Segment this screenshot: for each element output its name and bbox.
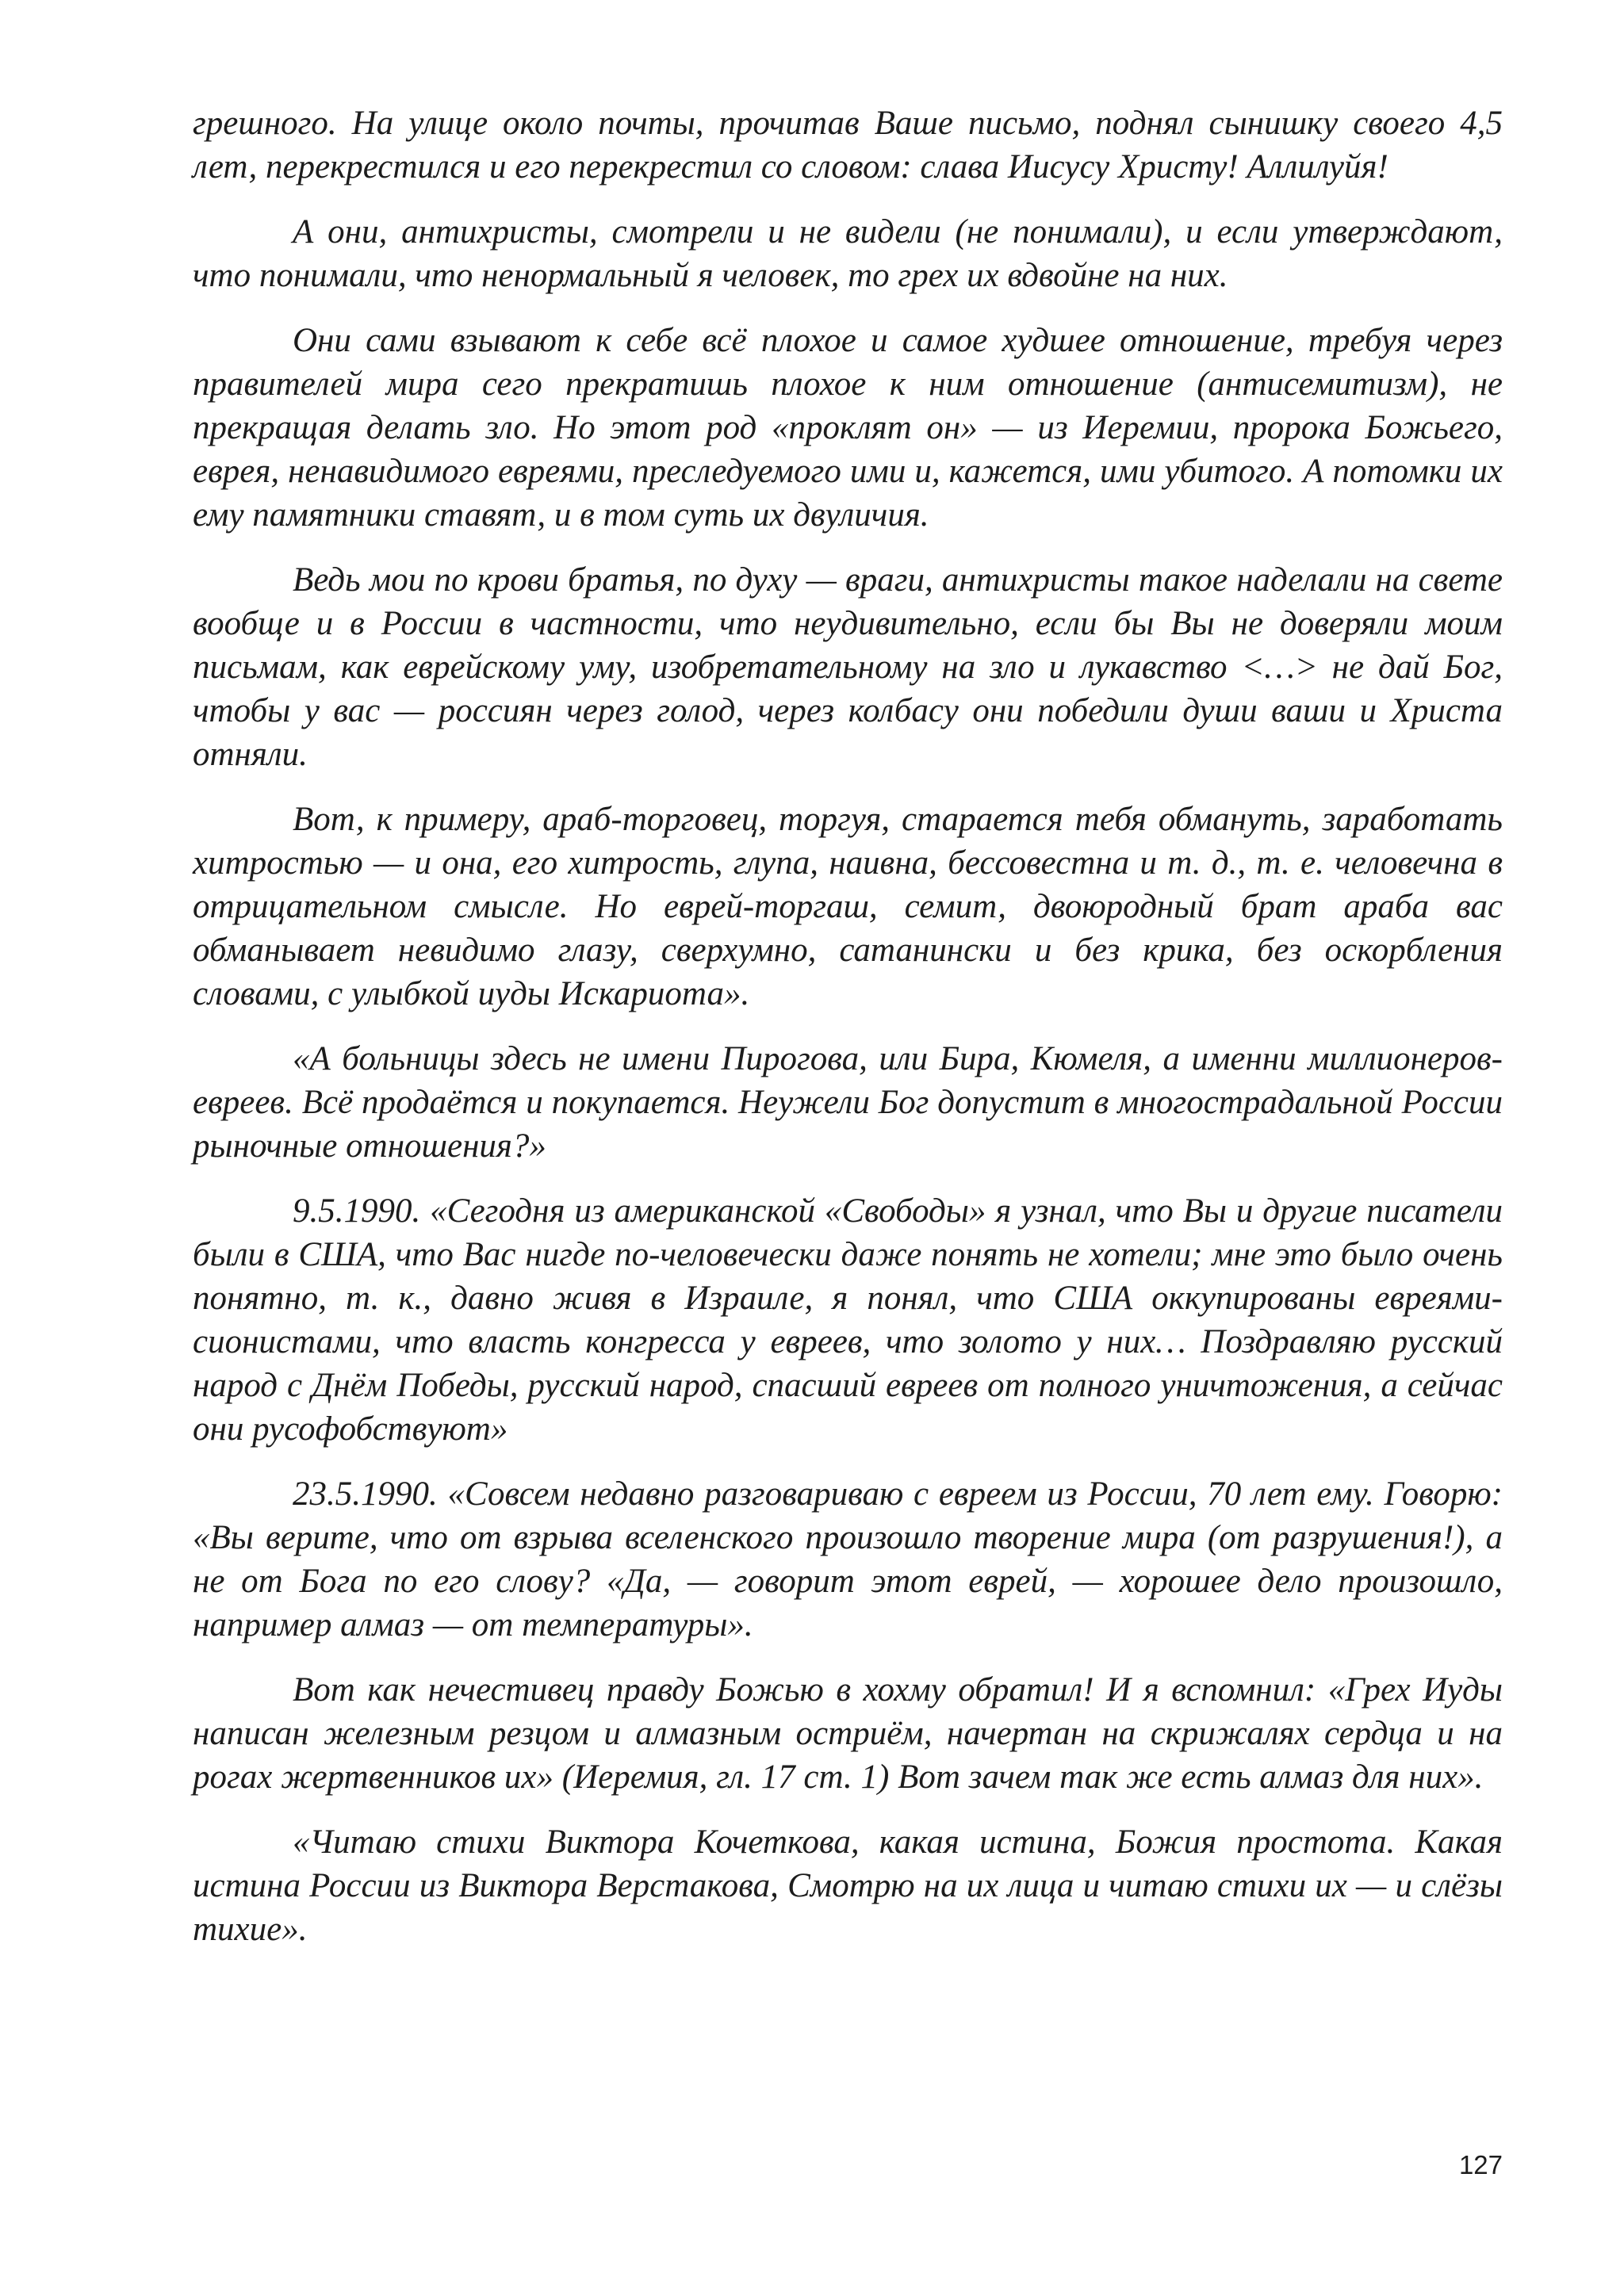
paragraph-10: «Читаю стихи Виктора Кочеткова, какая истина, Божия простота. Какая истина России из Виктора Верстакова, Смотрю на их лица и читаю стихи их — и слёзы тихие». — [193, 1823, 1503, 1948]
paragraph-1: грешного. На улице около почты, прочитав Ваше письмо, поднял сынишку своего 4,5 лет, перекрестился и его перекрестил со словом: слава Иисусу Христу! Аллилуйя! — [193, 105, 1503, 186]
paragraph-4: Ведь мои по крови братья, по духу — враги, антихристы такое наделали на свете вообще и в России в частности, что неудивительно, если бы Вы не доверяли моим письмам, как еврейскому уму, изобретательному на зло и лукавство <…> не дай Бог, чтобы у вас — россиян через голод, через колбасу они победили души ваши и Христа отняли. — [193, 561, 1503, 773]
paragraph-6: «А больницы здесь не имени Пирогова, или Бира, Кюмеля, а именни миллионеров-евреев. Всё продаётся и покупается. Неужели Бог допустит в многострадальной России рыночные отношения?» — [193, 1040, 1503, 1165]
paragraph-9: Вот как нечестивец правду Божью в хохму обратил! И я вспомнил: «Грех Иуды написан железным резцом и алмазным остриём, начертан на скрижалях сердца и на рогах жертвенников их» (Иеремия, гл. 17 ст. 1) Вот зачем так же есть алмаз для них». — [193, 1671, 1503, 1796]
document-body — [193, 101, 1503, 1973]
paragraph-7: 9.5.1990. «Сегодня из американской «Свободы» я узнал, что Вы и другие писатели были в США, что Вас нигде по-человечески даже понять не хотели; мне это было очень понятно, т. к., давно живя в Израиле, я понял, что США оккупированы евреями-сионистами, что власть конгресса у евреев, что золото у них… Поздравляю русский народ с Днём Победы, русский народ, спасший евреев от полного уничтожения, а сейчас они русофобствуют» — [193, 1192, 1503, 1448]
paragraph-8: 23.5.1990. «Совсем недавно разговариваю с евреем из России, 70 лет ему. Говорю: «Вы верите, что от взрыва вселенского произошло творение мира (от разрушения!), а не от Бога по его слову? «Да, — говорит этот еврей, — хорошее дело произошло, например алмаз — от температуры». — [193, 1475, 1503, 1644]
paragraph-3: Они сами взывают к себе всё плохое и самое худшее отношение, требуя через правителей мира сего прекратишь плохое к ним отношение (антисемитизм), не прекращая делать зло. Но этот род «проклят он» — из Иеремии, пророка Божьего, еврея, ненавидимого евреями, преследуемого ими и, кажется, ими убитого. А потомки их ему памятники ставят, и в том суть их двуличия. — [193, 322, 1503, 534]
paragraph-2: А они, антихристы, смотрели и не видели (не понимали), и если утверждают, что понимали, что ненормальный я человек, то грех их вдвойне на них. — [193, 213, 1503, 294]
paragraph-5: Вот, к примеру, араб-торговец, торгуя, старается тебя обмануть, заработать хитростью — и она, его хитрость, глупа, наивна, бессовестна и т. д., т. е. человечна в отрицательном смысле. Но еврей-торгаш, семит, двоюродный брат араба вас обманывает невидимо глазу, сверхумно, сатанински и без крика, без оскорбления словами, с улыбкой иуды Искариота». — [193, 801, 1503, 1012]
page-number: 127 — [1458, 2150, 1503, 2179]
